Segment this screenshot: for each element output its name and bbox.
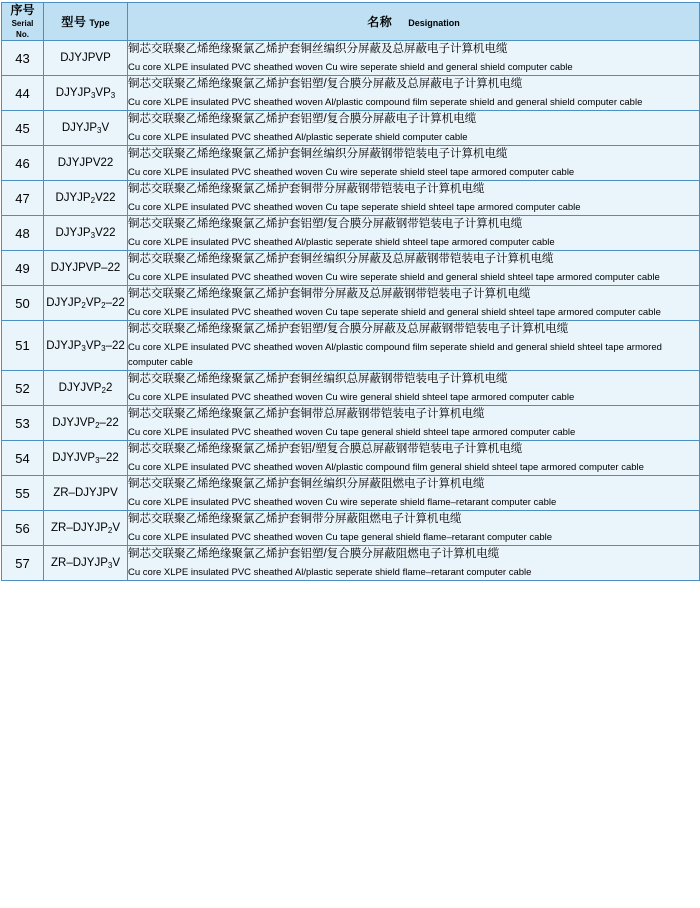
designation-chinese: 铜芯交联聚乙烯绝缘聚氯乙烯护套铜丝编织分屏蔽及总屏蔽电子计算机电缆 — [128, 43, 508, 55]
row-type-code: $DJYJVP_22$ — [44, 371, 128, 406]
row-designation — [128, 476, 700, 511]
table-row — [2, 146, 700, 181]
row-type-code: $DJYJP_2V22$ — [44, 181, 128, 216]
table-row — [2, 76, 700, 111]
designation-header-cn: 名称 — [367, 14, 393, 29]
row-designation — [128, 546, 700, 581]
row-serial-number: 55 — [2, 476, 44, 511]
row-serial-number: 53 — [2, 406, 44, 441]
row-type-code: DJYJPVP–22 — [44, 251, 128, 286]
table-row — [2, 216, 700, 251]
row-serial-number: 56 — [2, 511, 44, 546]
row-type-code: $DJYJP_2VP_2-22$ — [44, 286, 128, 321]
designation-english: Cu core XLPE insulated PVC sheathed woven Al/plastic compound film seperate shield and general shield computer cable — [128, 97, 643, 108]
designation-chinese: 铜芯交联聚乙烯绝缘聚氯乙烯护套铜丝编织分屏蔽钢带铠装电子计算机电缆 — [128, 148, 508, 160]
row-serial-number: 57 — [2, 546, 44, 581]
table-row — [2, 441, 700, 476]
row-type-code: $DJYJVP_3-22$ — [44, 441, 128, 476]
designation-english: Cu core XLPE insulated PVC sheathed woven Cu wire seperate shield steel tape armored computer cable — [128, 167, 575, 178]
table-row — [2, 181, 700, 216]
row-designation — [128, 286, 700, 321]
table-row — [2, 476, 700, 511]
row-type-code: $DJYJVP_2-22$ — [44, 406, 128, 441]
row-designation — [128, 76, 700, 111]
row-type-code: $DJYJP_3V22$ — [44, 216, 128, 251]
row-designation — [128, 181, 700, 216]
cable-specification-table — [1, 2, 700, 581]
row-type-code: $DJYJP_3V$ — [44, 111, 128, 146]
designation-chinese: 铜芯交联聚乙烯绝缘聚氯乙烯护套铜带总屏蔽钢带铠装电子计算机电缆 — [128, 408, 485, 420]
row-serial-number: 45 — [2, 111, 44, 146]
table-row — [2, 111, 700, 146]
designation-english: Cu core XLPE insulated PVC sheathed woven Cu tape general shield flame–retarant computer cable — [128, 532, 553, 543]
row-type-code: ZR–DJYJPV — [44, 476, 128, 511]
row-serial-number: 47 — [2, 181, 44, 216]
designation-chinese: 铜芯交联聚乙烯绝缘聚氯乙烯护套铜丝编织分屏蔽阻燃电子计算机电缆 — [128, 478, 485, 490]
row-designation — [128, 441, 700, 476]
row-serial-number: 44 — [2, 76, 44, 111]
row-type-code: $ZR-DJYJP_3V$ — [44, 546, 128, 581]
row-type-code: DJYJPVP — [44, 41, 128, 76]
row-designation — [128, 406, 700, 441]
column-header-type — [44, 3, 128, 41]
designation-chinese: 铜芯交联聚乙烯绝缘聚氯乙烯护套铝塑/复合膜分屏蔽钢带铠装电子计算机电缆 — [128, 218, 523, 230]
type-header-cn: 型号 — [61, 14, 87, 29]
designation-chinese: 铜芯交联聚乙烯绝缘聚氯乙烯护套铝塑/复合膜分屏蔽电子计算机电缆 — [128, 113, 477, 125]
table-row — [2, 321, 700, 371]
table-row — [2, 371, 700, 406]
row-designation — [128, 146, 700, 181]
designation-chinese: 铜芯交联聚乙烯绝缘聚氯乙烯护套铜带分屏蔽阻燃电子计算机电缆 — [128, 513, 462, 525]
row-type-code: $ZR-DJYJP_2V$ — [44, 511, 128, 546]
designation-english: Cu core XLPE insulated PVC sheathed Al/plastic seperate shield flame–retarant computer cable — [128, 567, 532, 578]
serial-header-en-line1: Serial — [11, 19, 34, 28]
designation-english: Cu core XLPE insulated PVC sheathed woven Cu wire seperate shield and general shield shteel tape armored computer cable — [128, 272, 660, 283]
row-type-code: DJYJPV22 — [44, 146, 128, 181]
row-serial-number: 48 — [2, 216, 44, 251]
designation-chinese: 铜芯交联聚乙烯绝缘聚氯乙烯护套铝塑/复合膜分屏蔽阻燃电子计算机电缆 — [128, 548, 500, 560]
table-row — [2, 511, 700, 546]
designation-english: Cu core XLPE insulated PVC sheathed woven Al/plastic compound film general shield shteel tape armored computer cable — [128, 462, 644, 473]
designation-english: Cu core XLPE insulated PVC sheathed Al/plastic seperate shield computer cable — [128, 132, 468, 143]
table-row — [2, 546, 700, 581]
serial-header-cn: 序号 — [10, 3, 35, 17]
table-row — [2, 41, 700, 76]
designation-english: Cu core XLPE insulated PVC sheathed woven Al/plastic compound film seperate shield and general shield shteel tape armored computer cable — [128, 342, 662, 368]
row-designation — [128, 321, 700, 371]
designation-chinese: 铜芯交联聚乙烯绝缘聚氯乙烯护套铜带分屏蔽钢带铠装电子计算机电缆 — [128, 183, 485, 195]
table-header-row — [2, 3, 700, 41]
row-designation — [128, 41, 700, 76]
row-designation — [128, 111, 700, 146]
serial-header-en-line2: No. — [16, 30, 29, 39]
row-serial-number: 50 — [2, 286, 44, 321]
row-type-code: $DJYJP_3VP_3$ — [44, 76, 128, 111]
designation-header-en: Designation — [408, 17, 460, 28]
designation-english: Cu core XLPE insulated PVC sheathed woven Cu wire general shield shteel tape armored computer cable — [128, 392, 575, 403]
designation-chinese: 铜芯交联聚乙烯绝缘聚氯乙烯护套铝塑/复合膜分屏蔽及总屏蔽电子计算机电缆 — [128, 78, 523, 90]
column-header-designation — [128, 3, 700, 41]
row-designation — [128, 511, 700, 546]
table-row — [2, 406, 700, 441]
row-serial-number: 49 — [2, 251, 44, 286]
column-header-serial — [2, 3, 44, 41]
designation-english: Cu core XLPE insulated PVC sheathed Al/plastic seperate shield shteel tape armored computer cable — [128, 237, 555, 248]
type-header-en: Type — [89, 17, 110, 28]
table-row — [2, 286, 700, 321]
designation-english: Cu core XLPE insulated PVC sheathed woven Cu wire seperate shield and general shield computer cable — [128, 62, 573, 73]
designation-english: Cu core XLPE insulated PVC sheathed woven Cu tape seperate shield and general shield shteel tape armored computer cable — [128, 307, 661, 318]
designation-english: Cu core XLPE insulated PVC sheathed woven Cu tape general shield shteel tape armored computer cable — [128, 427, 576, 438]
row-serial-number: 52 — [2, 371, 44, 406]
row-serial-number: 51 — [2, 321, 44, 371]
table-body — [2, 41, 700, 581]
designation-chinese: 铜芯交联聚乙烯绝缘聚氯乙烯护套铝/塑复合膜总屏蔽钢带铠装电子计算机电缆 — [128, 443, 523, 455]
row-serial-number: 46 — [2, 146, 44, 181]
row-designation — [128, 371, 700, 406]
row-designation — [128, 216, 700, 251]
table-header — [2, 3, 700, 41]
row-type-code: $DJYJP_3VP_3-22$ — [44, 321, 128, 371]
row-serial-number: 54 — [2, 441, 44, 476]
designation-english: Cu core XLPE insulated PVC sheathed woven Cu wire seperate shield flame–retarant computer cable — [128, 497, 557, 508]
designation-english: Cu core XLPE insulated PVC sheathed woven Cu tape seperate shield shteel tape armored computer cable — [128, 202, 581, 213]
row-designation — [128, 251, 700, 286]
designation-chinese: 铜芯交联聚乙烯绝缘聚氯乙烯护套铜丝编织总屏蔽钢带铠装电子计算机电缆 — [128, 373, 508, 385]
row-serial-number: 43 — [2, 41, 44, 76]
designation-chinese: 铜芯交联聚乙烯绝缘聚氯乙烯护套铜带分屏蔽及总屏蔽钢带铠装电子计算机电缆 — [128, 288, 531, 300]
designation-chinese: 铜芯交联聚乙烯绝缘聚氯乙烯护套铜丝编织分屏蔽及总屏蔽钢带铠装电子计算机电缆 — [128, 253, 554, 265]
table-row — [2, 251, 700, 286]
designation-chinese: 铜芯交联聚乙烯绝缘聚氯乙烯护套铝塑/复合膜分屏蔽及总屏蔽钢带铠装电子计算机电缆 — [128, 323, 569, 335]
